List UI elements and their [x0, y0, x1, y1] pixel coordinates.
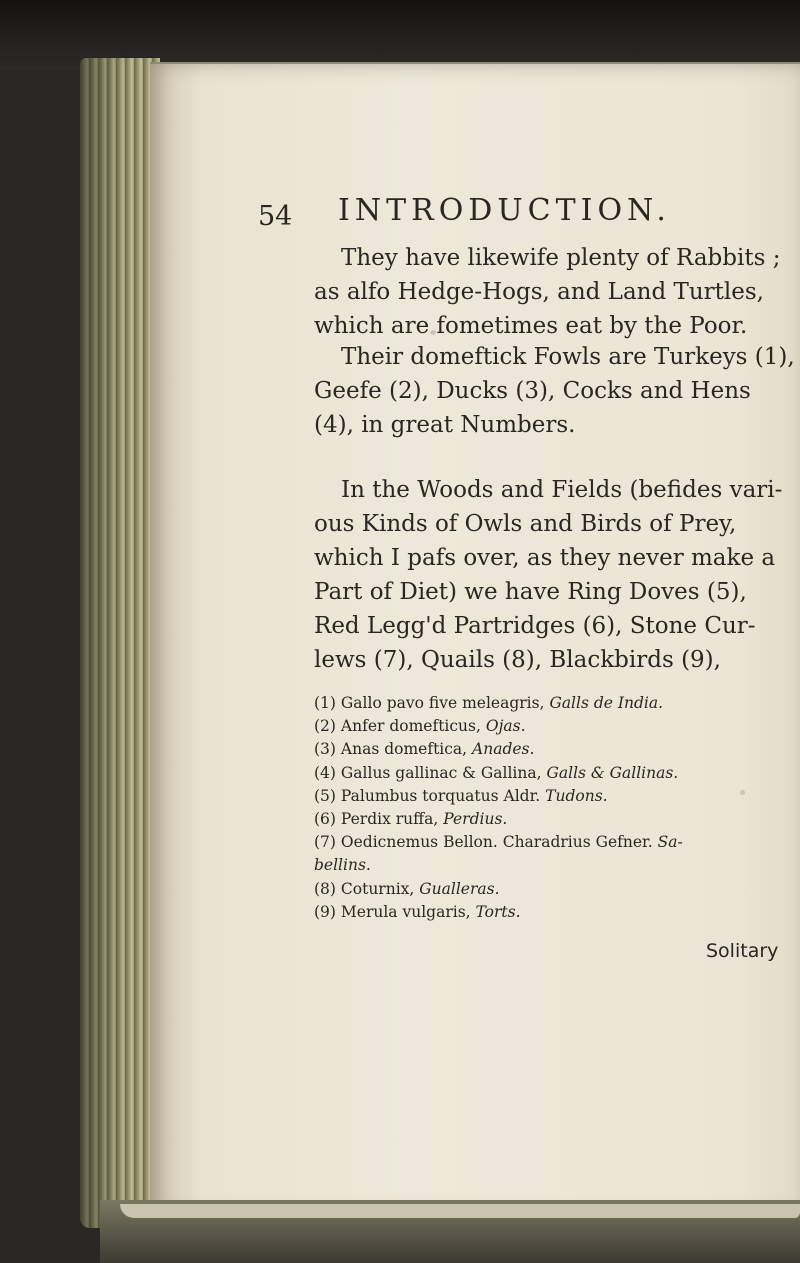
footnote [314, 692, 794, 715]
paragraph-2 [314, 340, 800, 442]
catchword: Solitary [706, 940, 779, 962]
text-line: Geefe (2), Ducks (3), Cocks and Hens [314, 378, 751, 404]
footnote-latin: Palumbus torquatus Aldr. [340, 786, 541, 805]
footnote-local-name: Gualleras. [419, 879, 500, 898]
text-line: (4), in great Numbers. [314, 412, 576, 438]
footnote [314, 762, 794, 785]
footnote [314, 738, 794, 761]
page-number: 54 [258, 201, 293, 232]
footnotes [314, 692, 794, 924]
text-line: ous Kinds of Owls and Birds of Prey, [314, 511, 737, 537]
footnote-latin: Merula vulgaris, [340, 902, 471, 921]
footnote-latin: Oedicnemus Bellon. Charadrius Gefner. [340, 833, 653, 852]
text-line: which are fometimes eat by the Poor. [314, 313, 748, 339]
footnote-local-name: Galls & Gallinas. [546, 763, 679, 782]
footnote [314, 878, 794, 901]
footnote-number: (1) [314, 694, 336, 712]
footnote-latin: Anas domeftica, [340, 740, 468, 759]
paragraph-1 [314, 241, 800, 343]
text-line: Their domeftick Fowls are Turkeys (1), [341, 344, 795, 370]
text-line: as alfo Hedge-Hogs, and Land Turtles, [314, 279, 764, 305]
footnote-latin: Anfer domefticus, [340, 717, 481, 736]
footnote-continuation: bellins. [314, 856, 371, 875]
footnote-number: (4) [314, 763, 336, 782]
footnote-local-name: Sa- [657, 833, 683, 852]
text-line: In the Woods and Fields (befides vari- [341, 477, 783, 503]
footnote-local-name: Galls de India. [549, 694, 664, 712]
text-line: They have likewife plenty of Rabbits ; [341, 245, 781, 271]
text-line: Part of Diet) we have Ring Doves (5), [314, 579, 747, 605]
footnote-number: (5) [314, 786, 336, 805]
footnote [314, 831, 794, 854]
footnote-number: (8) [314, 879, 336, 898]
footnote-local-name: Tudons. [545, 786, 608, 805]
footnote [314, 715, 794, 738]
footnote-latin: Gallus gallinac & Gallina, [340, 763, 542, 782]
footnote-latin: Perdix ruffa, [340, 810, 439, 829]
footnote-local-name: Torts. [475, 902, 521, 921]
footnote [314, 808, 794, 831]
paragraph-3 [314, 473, 800, 677]
footnote-number: (7) [314, 833, 336, 852]
footnote [314, 785, 794, 808]
text-line: which I pafs over, as they never make a [314, 545, 776, 571]
text-line: Red Legg'd Partridges (6), Stone Cur- [314, 613, 756, 639]
footnote-number: (2) [314, 717, 336, 736]
footnote-local-name: Ojas. [485, 717, 526, 736]
running-head: INTRODUCTION. [338, 193, 671, 228]
footnote [314, 901, 794, 924]
footnote-number: (9) [314, 902, 336, 921]
footnote-local-name: Perdius. [443, 810, 508, 829]
text-line: lews (7), Quails (8), Blackbirds (9), [314, 647, 721, 673]
footnote-number: (3) [314, 740, 336, 759]
footnote-local-name: Anades. [472, 740, 535, 759]
footnote-latin: Gallo pavo five meleagris, [340, 694, 545, 712]
footnote-number: (6) [314, 810, 336, 829]
footnote-latin: Coturnix, [340, 879, 415, 898]
